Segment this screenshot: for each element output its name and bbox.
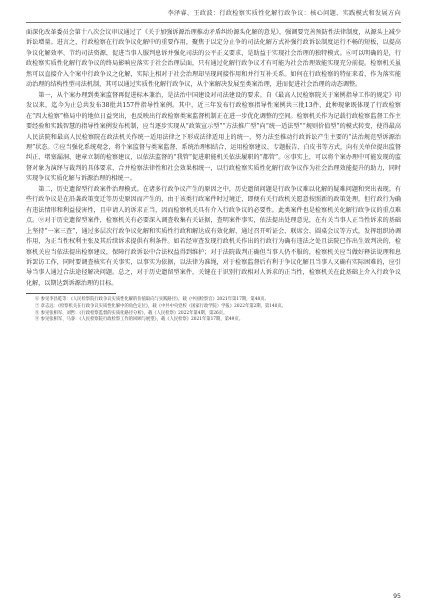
- footnote-1: ⑥ 参见李昌乾等：《人民检察院行政争议实质性化解的价值取向与实践路径》，载《中国检察官》2021年第17期，第48页。: [35, 297, 269, 303]
- paragraph-2: 第一，从个案办理到类案监督再促进标本兼治，是法治中国建设对司法建设的要求。自《最高人民检察院关于案例指导工作的规定》印发以来，迄今为止总共发布38批共157件指导性案例。其中，近三年发布行政检察指导性案例共三批13件，此种现象既体现了行政检察在“四大检察”格局中的地位日益突出，也反映出行政检察类案监督机制正在进一步优化调整的空间。检察机关作为记载行政检察监督工作主要经验和实践智慧的指导性案例发布机制，应当逐步实现从“政策宣示型”“方法推广型”向“统一适法型”“规则价值型”的模式转变，使得最高人民法院和最高人民检察院在政法机关作统一适用法律之下形成法律适用上的统一，努力法至推动行政诉讼产生主要的“法治规范型诉源治理”状态。⑦应当强化系统观念，将个案监督与类案监督、系统治理相结合，运用检察建议、专题报告、白皮书等方式，向有关单位提出监督纠正、堵塞漏洞、建章立制的检察建议，以依法监督的“我管”促进职能机关依法履职的“都管”。⑧事实上，可以将个案办理中可能发现的监督对象为演绎与裁判的具体要求，合并检察法律性和社会效果相统一，以行政检察实质性化解行政争议作为社会治理效能提升的助力，同时实现争议实质化解与诉源治理的相统一。: [26, 91, 401, 183]
- paragraph-3: 第二，历史遗留型行政案件治理模式。在诸多行政争议产生的原因之中，历史遗留问题是行政争议难以化解的疑难问题和突出表现。有些行政争议是在沿袭政策变迁等历史原因而产生的，由于该类行政案件时过境迁，即便有关行政机关愿意按照新的政策处理，但行政行为确有违法情形和利益侵害性，且申请人的诉求正当，因而检察机关具有介入行政争议的必要性。此类案件也是检察机关化解行政争议的重点难点。⑨对于历史遗留型案件，检察机关有必要深入调查收集有关证据，查明案件事实，依法提出处理意见，在有关当事人正当性诉求的基础上坚持“一案三查”，通过多层次行政争议化解和实质性行政和解达成有效化解，通过召开听证会、联席会、圆桌会议等方式，发挥组织协调作用，为正当性权利主张及其后续诉求提供有利条件。如若经审查发现行政机关作出的行政行为确有违法之处且法院已作出生效判决的，检察机关应当依法提出检察建议，保障行政诉讼中合法权益得到维护；对于法院裁判正确但当事人仍不服的，检察机关应当做好释法说理和息诉罢访工作，同时要调查核实有关事实，以事实为依据，以法律为准绳，对于检察监督后有利于争议化解且当事人又确有实际困难的，应引导当事人通过合法途径解决问题。总之，对于历史遗留型案件，关键在于识别行政相对人诉求的正当性，检察机关在此基础上介入行政争议化解，以期达到诉源治理的目标。: [26, 185, 401, 287]
- paragraph-1: 面深化改革委员会第十八次会议审议通过了《关于加强诉源治理推动矛盾纠纷源头化解的意见》，强调要完善预防性法律制度，从源头上减少诉讼增量。进言之，行政检察在行政争议化解中的重要作用，聚焦于以定分止争的司法化解方式补强行政诉讼制度运行不畅的短板，以提高争议化解效率、节约司法资源，促进当事人服判息诉并强化司法的公平正义要求，是助益于实现社会治理的独特模式。⑥可以明确的是，行政检察实质性化解行政争议的终局影响应落实于社会治理层面，只有通过化解行政争议才有可能为社会治理效能实现充分前提。检察机关虽然可以直接介入个案中行政争议之化解，实际上相对于社会治理却呈现间接作用和并行互补关系。如何在行政检察的特征来看，作为落实能动治理的结构性型司法机制，其可以通过实质性化解行政争议，从个案解决发展至类案治理，进而促进社会治理的动态调整。: [26, 29, 401, 89]
- footnote-2: ⑦ 章志远：《检察机关在行政争议实质性化解中的角色定位》，载《中共中央党校（国家行政学院）学报》2022年第2期，第140页。: [35, 303, 286, 309]
- running-header: 李泽睿、王政波：行政检察实质性化解行政争议：核心问题、实践模式和发展方向: [26, 6, 401, 23]
- footnote-3: ⑧ 参见张相军、刘哲：《行政检察监督的实质化路径分析》，载《人民检察》2022年第4期，第26页。: [35, 310, 228, 316]
- footnote-4: ⑨ 参见张相军、马睿：《人民检察院行政检察工作的回顾与展望》，载《人民检察》2021年第17期，第49页。: [35, 317, 243, 323]
- footnote-divider: [26, 293, 116, 294]
- page-body: [26, 28, 401, 324]
- page-number: 95: [393, 593, 401, 600]
